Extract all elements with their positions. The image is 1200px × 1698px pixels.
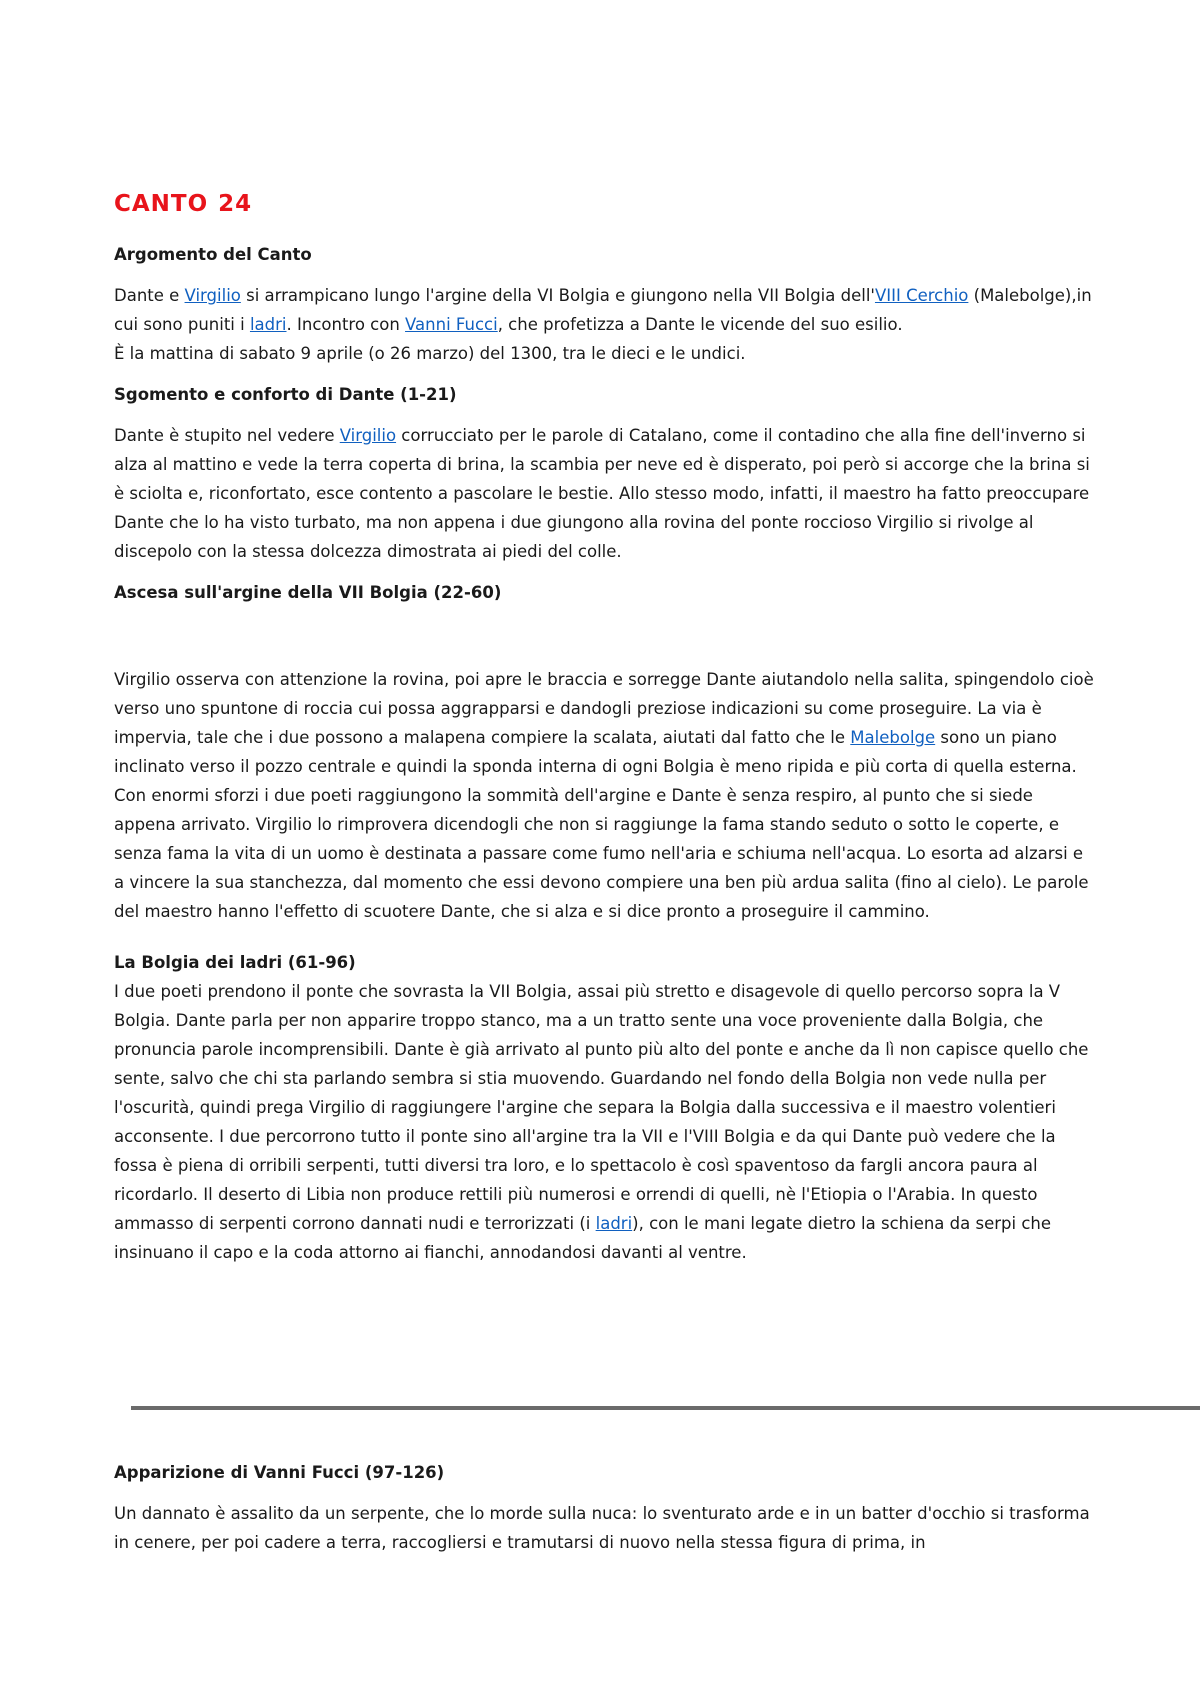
horizontal-rule xyxy=(131,1406,1200,1410)
paragraph-argomento: Dante e Virgilio si arrampicano lungo l'argine della VI Bolgia e giungono nella VII Bolgia dell'VIII Cerchio (Malebolge),in cui sono puniti i ladri. Incontro con Vanni Fucci, che profetizza a Dante le vicende del suo esilio. xyxy=(114,286,1092,334)
title-number: 24 xyxy=(218,191,253,217)
link-virgilio-2[interactable]: Virgilio xyxy=(339,426,397,445)
link-malebolge[interactable]: Malebolge xyxy=(850,728,936,747)
paragraph-date: È la mattina di sabato 9 aprile (o 26 marzo) del 1300, tra le dieci e le undici. xyxy=(114,344,746,363)
paragraph-bolgia: I due poeti prendono il ponte che sovrasta la VII Bolgia, assai più stretto e disagevole di quello percorso sopra la V Bolgia. Dante parla per non apparire troppo stanco, ma a un tratto sente una voce proveniente dalla Bolgia, che pronuncia parole incomprensibili. Dante è già arrivato al punto più alto del ponte e anche da lì non capisce quello che sente, salvo che chi sta parlando sembra si stia muovendo. Guardando nel fondo della Bolgia non vede nulla per l'oscurità, quindi prega Virgilio di raggiungere l'argine che separa la Bolgia dalla successiva e il maestro volentieri acconsente. I due percorrono tutto il ponte sino all'argine tra la VII e l'VIII Bolgia e da qui Dante può vedere che la fossa è piena di orribili serpenti, tutti diversi tra loro, e lo spettacolo è così spaventoso da fargli ancora paura al ricordarlo. Il deserto di Libia non produce rettili più numerosi e orrendi di quelli, nè l'Etiopia o l'Arabia. In questo ammasso di serpenti corrono dannati nudi e terrorizzati (i ladri), con le mani legate dietro la schiena da serpi che insinuano il capo e la coda attorno ai fianchi, annodandosi davanti al ventre. xyxy=(114,982,1089,1262)
heading-bolgia: La Bolgia dei ladri (61-96) xyxy=(114,953,356,972)
page-title xyxy=(114,190,1094,218)
document-page xyxy=(114,190,1094,1267)
paragraph-sgomento: Dante è stupito nel vedere Virgilio corrucciato per le parole di Catalano, come il contadino che alla fine dell'inverno si alza al mattino e vede la terra coperta di brina, la scambia per neve ed è disperato, poi però si accorge che la brina si è sciolta e, riconfortato, esce contento a pascolare le bestie. Allo stesso modo, infatti, il maestro ha fatto preoccupare Dante che lo ha visto turbato, ma non appena i due giungono alla rovina del ponte roccioso Virgilio si rivolge al discepolo con la stessa dolcezza dimostrata ai piedi del colle. xyxy=(114,426,1090,561)
link-ladri-2[interactable]: ladri xyxy=(595,1214,633,1233)
paragraph-ascesa: Virgilio osserva con attenzione la rovina, poi apre le braccia e sorregge Dante aiutandolo nella salita, spingendolo cioè verso uno spuntone di roccia cui possa aggrapparsi e dandogli preziose indicazioni su come proseguire. La via è impervia, tale che i due possono a malapena compiere la scalata, aiutati dal fatto che le Malebolge sono un piano inclinato verso il pozzo centrale e quindi la sponda interna di ogni Bolgia è meno ripida e più corta di quella esterna. Con enormi sforzi i due poeti raggiungono la sommità dell'argine e Dante è senza respiro, al punto che si siede appena arrivato. Virgilio lo rimprovera dicendogli che non si raggiunge la fama stando seduto o sotto le coperte, e senza fama la vita di un uomo è destinata a passare come fumo nell'aria e schiuma nell'acqua. Lo esorta ad alzarsi e a vincere la sua stanchezza, dal momento che essi devono compiere una ben più ardua salita (fino al cielo). Le parole del maestro hanno l'effetto di scuotere Dante, che si alza e si dice pronto a proseguire il cammino. xyxy=(114,670,1094,921)
heading-argomento: Argomento del Canto xyxy=(114,245,312,264)
link-virgilio[interactable]: Virgilio xyxy=(184,286,241,305)
document-page-continued xyxy=(114,1458,1094,1557)
link-viii-cerchio[interactable]: VIII Cerchio xyxy=(874,286,969,305)
link-vanni-fucci[interactable]: Vanni Fucci xyxy=(405,315,498,334)
paragraph-fucci: Un dannato è assalito da un serpente, che lo morde sulla nuca: lo sventurato arde e in un batter d'occhio si trasforma in cenere, per poi cadere a terra, raccogliersi e tramutarsi di nuovo nella stessa figura di prima, in xyxy=(114,1504,1090,1552)
heading-ascesa: Ascesa sull'argine della VII Bolgia (22-60) xyxy=(114,583,502,602)
title-word: CANTO xyxy=(114,191,209,217)
link-ladri[interactable]: ladri xyxy=(249,315,287,334)
heading-fucci: Apparizione di Vanni Fucci (97-126) xyxy=(114,1463,445,1482)
heading-sgomento: Sgomento e conforto di Dante (1-21) xyxy=(114,385,457,404)
